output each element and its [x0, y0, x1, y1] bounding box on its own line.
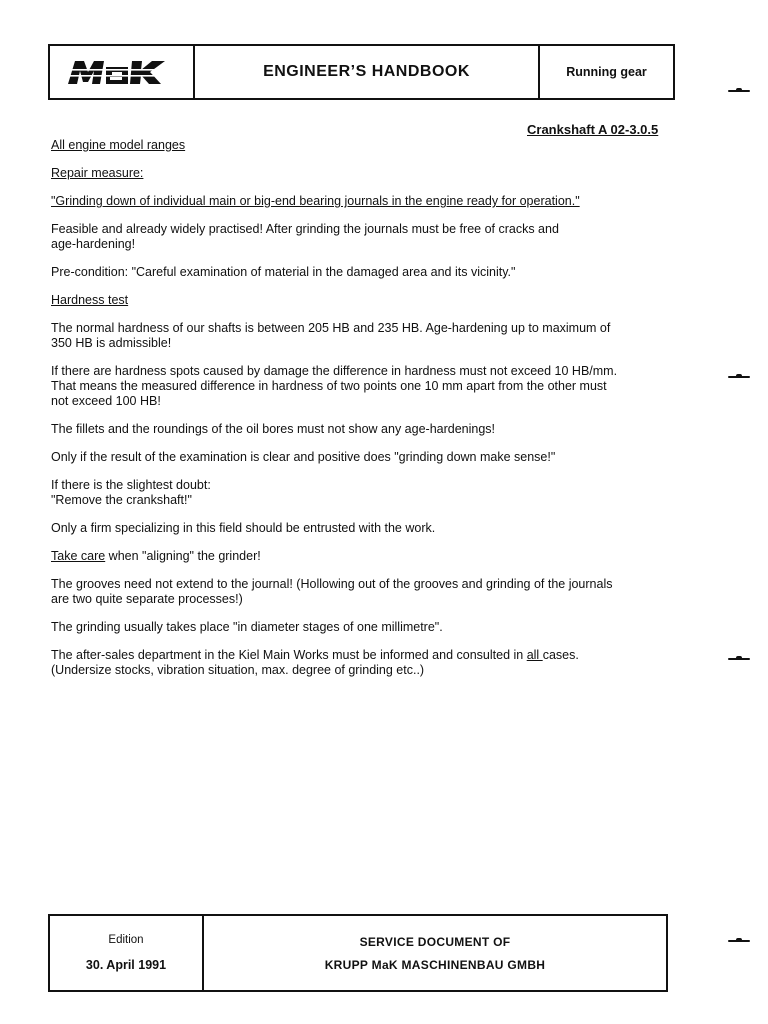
body-text: (Undersize stocks, vibration situation, max. degree of grinding etc..) — [51, 663, 425, 677]
body-paragraph — [51, 422, 661, 437]
binder-tick-mark — [728, 90, 750, 92]
body-paragraph — [51, 364, 661, 409]
service-line-2: KRUPP MaK MASCHINENBAU GMBH — [324, 957, 546, 972]
body-paragraph — [51, 549, 661, 564]
body-paragraph — [51, 321, 661, 351]
body-paragraph — [51, 265, 661, 280]
body-text: when "aligning" the grinder! — [105, 549, 261, 563]
body-text: Pre-condition: "Careful examination of material in the damaged area and its vicinity." — [51, 265, 516, 279]
body-paragraph — [51, 166, 661, 181]
body-text: Only a firm specializing in this field should be entrusted with the work. — [51, 521, 436, 535]
service-line-1: SERVICE DOCUMENT OF — [359, 934, 511, 949]
section-label: Running gear — [566, 65, 647, 79]
underlined-text: all — [526, 648, 543, 662]
underlined-text: "Grinding down of individual main or big-end bearing journals in the engine ready for operation." — [51, 194, 580, 208]
document-body — [51, 138, 661, 691]
body-paragraph — [51, 194, 661, 209]
body-paragraph — [51, 648, 661, 678]
body-text: The grinding usually takes place "in diameter stages of one millimetre". — [51, 620, 443, 634]
binder-tick-mark — [728, 940, 750, 942]
body-text: If there are hardness spots caused by damage the difference in hardness must not exceed 10 HB/mm. — [51, 364, 618, 378]
document-footer — [48, 914, 668, 992]
body-text: The fillets and the roundings of the oil bores must not show any age-hardenings! — [51, 422, 496, 436]
underlined-text: Repair measure: — [51, 166, 144, 180]
body-paragraph — [51, 521, 661, 536]
document-reference: Crankshaft A 02-3.0.5 — [527, 122, 659, 137]
body-text: 350 HB is admissible! — [51, 336, 172, 350]
body-paragraph — [51, 450, 661, 465]
edition-box — [50, 916, 204, 990]
body-text: Only if the result of the examination is clear and positive does "grinding down make sense!" — [51, 450, 556, 464]
body-paragraph — [51, 577, 661, 607]
body-text: The grooves need not extend to the journal! (Hollowing out of the grooves and grinding of the journals — [51, 577, 613, 591]
binder-tick-mark — [728, 658, 750, 660]
document-header — [48, 44, 675, 100]
binder-tick-mark — [728, 376, 750, 378]
underlined-text: All engine model ranges — [51, 138, 186, 152]
body-text: "Remove the crankshaft!" — [51, 493, 192, 507]
body-paragraph — [51, 293, 661, 308]
body-text: are two quite separate processes!) — [51, 592, 243, 606]
body-paragraph — [51, 222, 661, 252]
body-paragraph — [51, 620, 661, 635]
service-box — [204, 916, 666, 990]
edition-date: 30. April 1991 — [85, 958, 167, 972]
body-paragraph — [51, 478, 661, 508]
edition-label: Edition — [108, 934, 144, 946]
body-text: not exceed 100 HB! — [51, 394, 161, 408]
body-paragraph — [51, 138, 661, 153]
body-text: If there is the slightest doubt: — [51, 478, 211, 492]
body-text: That means the measured difference in hardness of two points one 10 mm apart from the other must — [51, 379, 607, 393]
mak-logo-icon — [66, 58, 178, 86]
body-text: Feasible and already widely practised! After grinding the journals must be free of cracks and — [51, 222, 559, 236]
body-text: The normal hardness of our shafts is between 205 HB and 235 HB. Age-hardening up to maximum of — [51, 321, 611, 335]
handbook-title: ENGINEER’S HANDBOOK — [195, 46, 540, 98]
underlined-text: Hardness test — [51, 293, 129, 307]
body-text: age-hardening! — [51, 237, 136, 251]
company-logo — [50, 46, 195, 98]
body-text: cases. — [542, 648, 579, 662]
body-text: The after-sales department in the Kiel Main Works must be informed and consulted in — [51, 648, 527, 662]
underlined-text: Take care — [51, 549, 106, 563]
